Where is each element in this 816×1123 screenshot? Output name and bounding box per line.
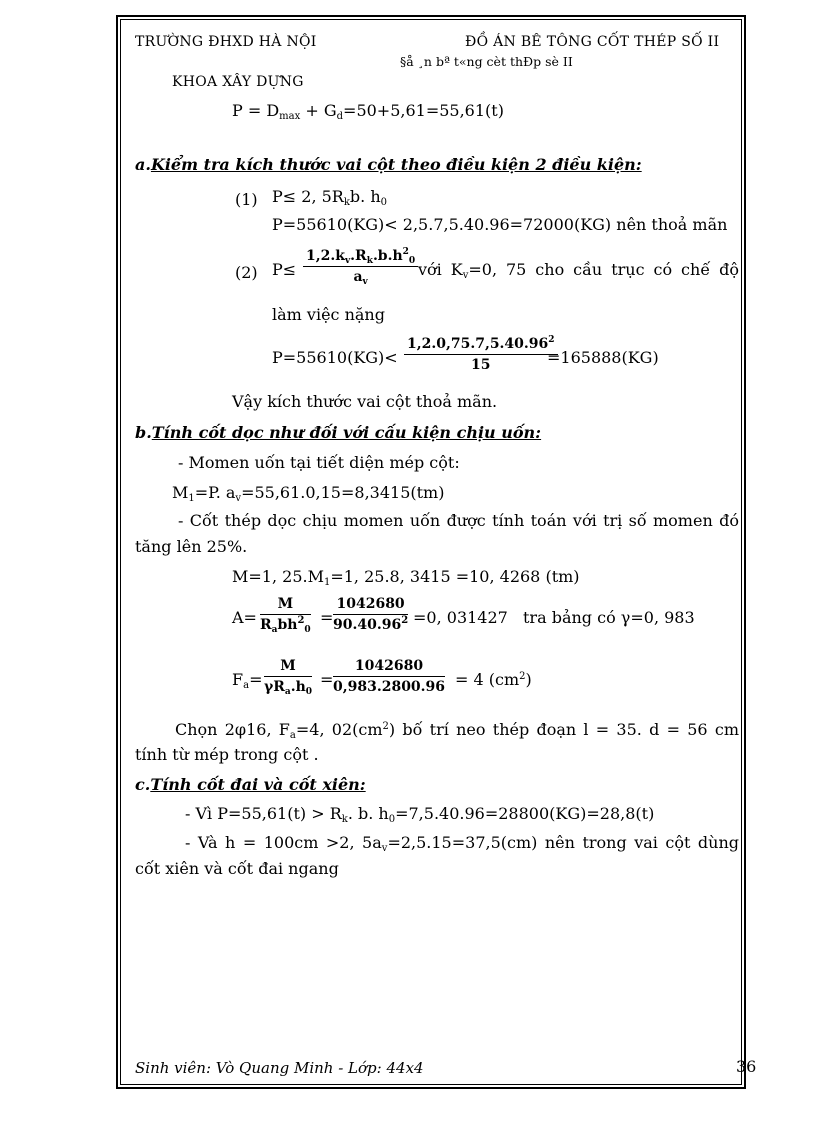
b-A-rhs: =0, 031427 — [413, 608, 508, 627]
cond2-label: (2) — [235, 263, 258, 282]
cond2-continuation: làm việc nặng — [272, 305, 385, 324]
b-m1-formula: $M_1=P$. $a_v=55,61.0,15=8,3415(tm)$ — [172, 483, 445, 504]
cond2-p-le: P≤ — [272, 260, 297, 279]
b-A-fraction2: $\frac{1042680}{90.40.96^2}$ — [333, 596, 409, 633]
b-choose-line1: Chọn 2φ16, $F_a=4$, $02(cm^2)$ bố trí neo thép đoạn l = 35. d = 56 cm — [175, 720, 739, 741]
b-M-formula: M=1, $25.M_1=1$, 25.8, 3415 =10, 4268 (tm) — [232, 567, 580, 588]
b-Fa-rhs: = 4 $(cm^2)$ — [455, 670, 532, 689]
header-faculty: KHOA XÂY DỰNG — [172, 74, 304, 90]
section-a-heading: a.Kiểm tra kích thước vai cột theo điều kiện 2 điều kiện: — [135, 155, 642, 174]
cond2-text: với $K_v=0$, 75 cho cầu trục có chế độ — [418, 260, 739, 281]
b-rebar-line1: - Cốt thép dọc chịu momen uốn được tính toán với trị số momen đó — [178, 511, 739, 530]
header-school: TRƯỜNG ĐHXD HÀ NỘI — [135, 34, 317, 50]
footer-student: Sinh viên: Vò Quang Minh - Lớp: 44x4 — [135, 1059, 424, 1077]
b-Fa-fraction1: M $\gamma R_a.h_0$ — [264, 658, 313, 697]
cond2-calc-rhs: =165888(KG) — [547, 348, 659, 367]
b-Fa-eq: = — [320, 670, 334, 689]
section-c-heading: c.Tính cốt đai và cốt xiên: — [135, 775, 366, 794]
cond2-fraction: $\frac{1,2.k_v.R_k.b.h^2_0}{a_v}$ — [303, 246, 418, 287]
b-moment-intro: - Momen uốn tại tiết diện mép cột: — [178, 453, 460, 472]
b-A-lhs: A= — [232, 608, 257, 627]
b-A-fraction1: M $R_abh^2_0$ — [260, 596, 311, 635]
footer-page-number: 36 — [736, 1057, 757, 1076]
c-line3: cốt xiên và cốt đai ngang — [135, 859, 339, 878]
cond1-inequality: P≤ 2, $5R_kb$. $h_0$ — [272, 187, 387, 208]
cond1-label: (1) — [235, 190, 258, 209]
header-project-garbled: §å ¸n bª t«ng cèt thÐp sè II — [400, 54, 573, 69]
b-rebar-line2: tăng lên 25%. — [135, 537, 248, 556]
c-line2: - Và h = 100cm >2, $5a_v=2,5.15=37,5(cm)$ nên trong vai cột dùng — [185, 833, 739, 854]
cond1-calc: P=55610(KG)< 2,5.7,5.40.96=72000(KG) nên thoả mãn — [272, 215, 728, 234]
b-A-eq: = — [320, 608, 334, 627]
conclusion-a: Vậy kích thước vai cột thoả mãn. — [232, 392, 498, 411]
c-line1: - Vì $P=55,61(t) > R_k$. b. $h_0=7,5.40.96=28800(KG)=28,8(t)$ — [185, 804, 655, 825]
section-b-heading: b.Tính cốt dọc như đối với cấu kiện chịu uốn: — [135, 423, 542, 442]
b-Fa-lhs: $F_a=$ — [232, 670, 263, 691]
b-choose-line2: tính từ mép trong cột . — [135, 745, 319, 764]
b-A-note: tra bảng có γ=0, 983 — [523, 608, 695, 627]
cond2-calc-lhs: P=55610(KG)< — [272, 348, 398, 367]
cond2-calc-fraction: $\frac{1,2.0,75.7,5.40.96^2}{15}$ — [404, 334, 558, 375]
formula-p: $P = D_{max} + G_d=50+5,61=55,61(t)$ — [232, 101, 504, 122]
header-project: ĐỒ ÁN BÊ TÔNG CỐT THÉP SỐ II — [465, 34, 720, 50]
b-Fa-fraction2: $\frac{1042680}{0,983.2800.96}$ — [333, 658, 446, 695]
